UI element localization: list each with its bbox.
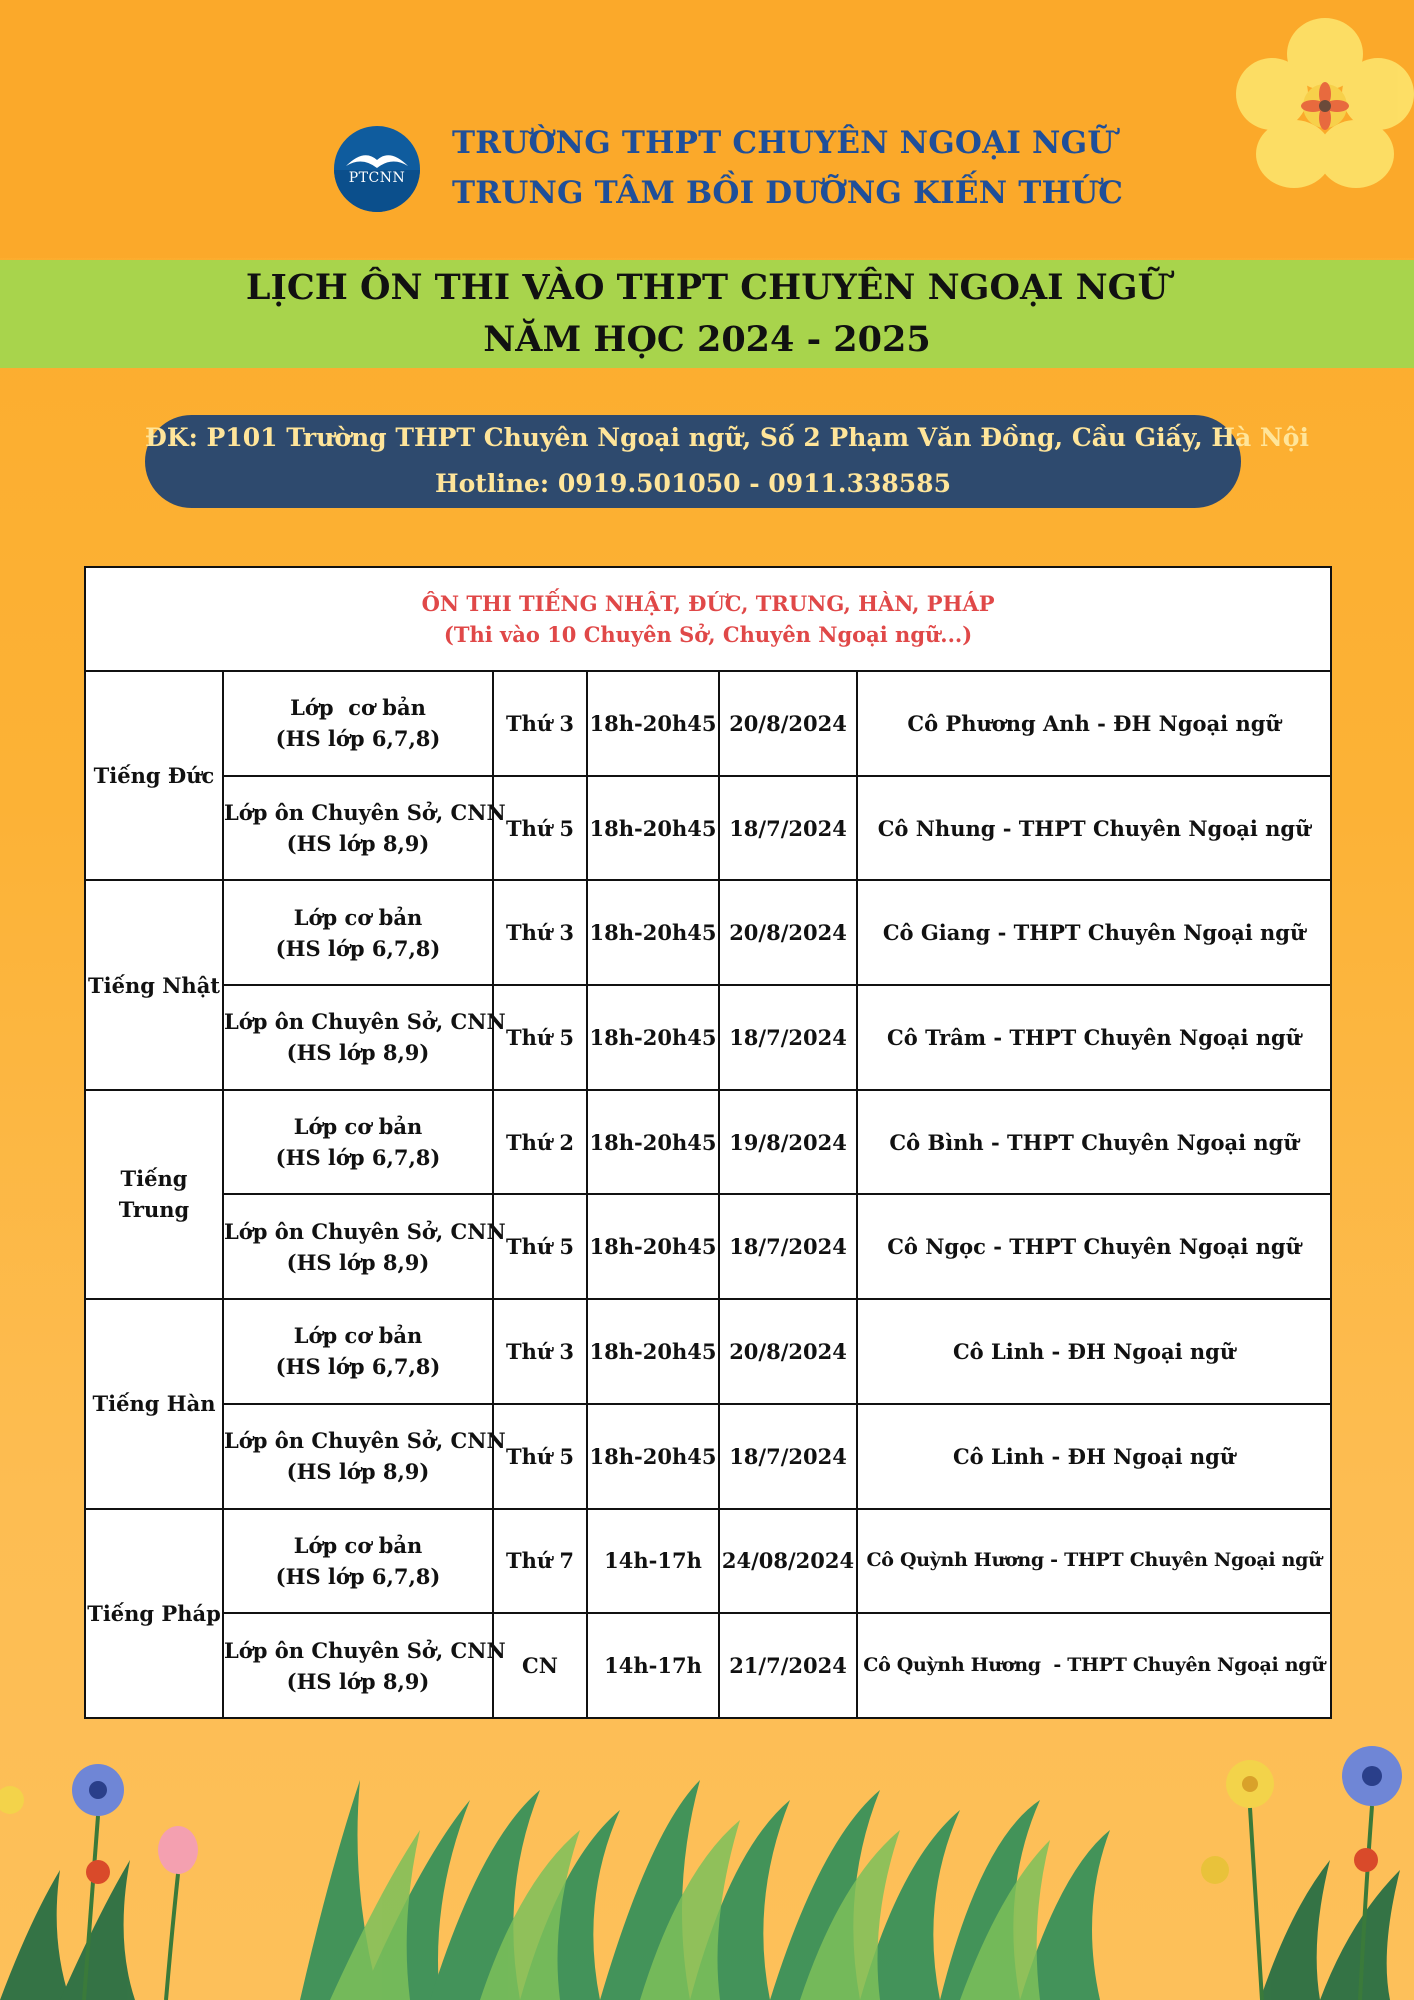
table-row [85, 985, 1331, 1090]
time-cell: 18h-20h45 [587, 1404, 719, 1509]
teacher-cell: Cô Quỳnh Hương - THPT Chuyên Ngoại ngữ [857, 1509, 1331, 1614]
teacher-cell: Cô Nhung - THPT Chuyên Ngoại ngữ [857, 776, 1331, 881]
class-cell [223, 1613, 506, 1718]
class-grade: (HS lớp 8,9) [286, 1668, 430, 1694]
table-row [85, 1090, 1331, 1195]
language-cell: Tiếng Pháp [85, 1509, 223, 1718]
class-name: Lớp cơ bản [293, 1532, 423, 1558]
day-cell: Thứ 3 [493, 1299, 587, 1404]
date-cell: 20/8/2024 [719, 1299, 857, 1404]
schedule-table [84, 566, 1332, 1719]
contact-address: ĐK: P101 Trường THPT Chuyên Ngoại ngữ, Số 2 Phạm Văn Đồng, Cầu Giấy, Hà Nội [145, 423, 1309, 452]
teacher-cell: Cô Giang - THPT Chuyên Ngoại ngữ [857, 880, 1331, 985]
class-cell [223, 1299, 493, 1404]
class-cell [223, 1404, 506, 1509]
class-grade: (HS lớp 6,7,8) [275, 1354, 441, 1380]
class-name: Lớp ôn Chuyên Sở, CNN [224, 1009, 506, 1035]
teacher-cell: Cô Quỳnh Hương - THPT Chuyên Ngoại ngữ [857, 1613, 1331, 1718]
class-cell [223, 776, 506, 881]
time-cell: 18h-20h45 [587, 1194, 719, 1299]
language-cell: Tiếng Nhật [85, 880, 223, 1089]
class-cell [223, 1509, 493, 1614]
table-row [85, 1613, 1331, 1718]
page-title-line1: LỊCH ÔN THI VÀO THPT CHUYÊN NGOẠI NGỮ [245, 267, 1169, 308]
language-cell: Tiếng Trung [85, 1090, 223, 1299]
date-cell: 20/8/2024 [719, 671, 857, 776]
table-heading-line2: (Thi vào 10 Chuyên Sở, Chuyên Ngoại ngữ...) [443, 622, 973, 647]
logo-text: PTCNN [348, 170, 406, 186]
grass-decoration [0, 1720, 1414, 2000]
day-cell: Thứ 3 [493, 671, 587, 776]
time-cell: 14h-17h [587, 1509, 719, 1614]
date-cell: 18/7/2024 [719, 1404, 857, 1509]
time-cell: 18h-20h45 [587, 1090, 719, 1195]
teacher-cell: Cô Linh - ĐH Ngoại ngữ [857, 1299, 1331, 1404]
table-row [85, 880, 1331, 985]
date-cell: 19/8/2024 [719, 1090, 857, 1195]
teacher-cell: Cô Bình - THPT Chuyên Ngoại ngữ [857, 1090, 1331, 1195]
day-cell: Thứ 7 [493, 1509, 587, 1614]
language-cell: Tiếng Hàn [85, 1299, 223, 1508]
school-name-line1: TRƯỜNG THPT CHUYÊN NGOẠI NGỮ [452, 125, 1115, 161]
time-cell: 18h-20h45 [587, 880, 719, 985]
time-cell: 14h-17h [587, 1613, 719, 1718]
school-logo [334, 126, 420, 212]
day-cell: CN [493, 1613, 587, 1718]
class-name: Lớp cơ bản [293, 1323, 423, 1349]
class-name: Lớp cơ bản [290, 695, 426, 721]
date-cell: 18/7/2024 [719, 985, 857, 1090]
page-title [0, 262, 1414, 366]
contact-banner [145, 415, 1309, 508]
class-cell [223, 880, 493, 985]
teacher-cell: Cô Linh - ĐH Ngoại ngữ [857, 1404, 1331, 1509]
class-grade: (HS lớp 8,9) [286, 1249, 430, 1275]
class-grade: (HS lớp 6,7,8) [275, 1145, 441, 1171]
class-grade: (HS lớp 8,9) [286, 1459, 430, 1485]
class-name: Lớp ôn Chuyên Sở, CNN [224, 1428, 506, 1454]
date-cell: 21/7/2024 [719, 1613, 857, 1718]
table-heading-row [85, 567, 1331, 671]
class-cell [223, 1090, 493, 1195]
time-cell: 18h-20h45 [587, 985, 719, 1090]
class-cell [223, 671, 493, 776]
table-row [85, 776, 1331, 881]
table-row [85, 1194, 1331, 1299]
class-name: Lớp cơ bản [293, 1114, 423, 1140]
day-cell: Thứ 5 [493, 1404, 587, 1509]
class-name: Lớp ôn Chuyên Sở, CNN [224, 1637, 506, 1663]
teacher-cell: Cô Ngọc - THPT Chuyên Ngoại ngữ [857, 1194, 1331, 1299]
school-name-line2: TRUNG TÂM BỒI DƯỠNG KIẾN THỨC [452, 175, 1124, 211]
date-cell: 18/7/2024 [719, 776, 857, 881]
contact-hotline: Hotline: 0919.501050 - 0911.338585 [435, 469, 951, 498]
school-name [452, 118, 1123, 218]
day-cell: Thứ 5 [493, 1194, 587, 1299]
table-row [85, 1299, 1331, 1404]
class-grade: (HS lớp 6,7,8) [275, 1563, 441, 1589]
class-name: Lớp ôn Chuyên Sở, CNN [224, 1218, 506, 1244]
date-cell: 20/8/2024 [719, 880, 857, 985]
class-cell [223, 1194, 506, 1299]
class-grade: (HS lớp 8,9) [286, 1040, 430, 1066]
day-cell: Thứ 3 [493, 880, 587, 985]
teacher-cell: Cô Trâm - THPT Chuyên Ngoại ngữ [857, 985, 1331, 1090]
page-title-line2: NĂM HỌC 2024 - 2025 [483, 319, 931, 360]
language-cell: Tiếng Đức [85, 671, 223, 880]
class-grade: (HS lớp 8,9) [286, 831, 430, 857]
day-cell: Thứ 2 [493, 1090, 587, 1195]
day-cell: Thứ 5 [493, 985, 587, 1090]
table-row [85, 671, 1331, 776]
class-cell [223, 985, 506, 1090]
teacher-cell: Cô Phương Anh - ĐH Ngoại ngữ [857, 671, 1331, 776]
class-name: Lớp ôn Chuyên Sở, CNN [224, 800, 506, 826]
table-heading [85, 567, 1331, 671]
day-cell: Thứ 5 [493, 776, 587, 881]
time-cell: 18h-20h45 [587, 776, 719, 881]
table-row [85, 1509, 1331, 1614]
table-row [85, 1404, 1331, 1509]
class-grade: (HS lớp 6,7,8) [275, 726, 441, 752]
class-grade: (HS lớp 6,7,8) [275, 935, 441, 961]
class-name: Lớp cơ bản [293, 904, 423, 930]
bird-icon [334, 126, 420, 212]
date-cell: 24/08/2024 [719, 1509, 857, 1614]
date-cell: 18/7/2024 [719, 1194, 857, 1299]
time-cell: 18h-20h45 [587, 671, 719, 776]
table-heading-line1: ÔN THI TIẾNG NHẬT, ĐỨC, TRUNG, HÀN, PHÁP [421, 591, 995, 616]
time-cell: 18h-20h45 [587, 1299, 719, 1404]
